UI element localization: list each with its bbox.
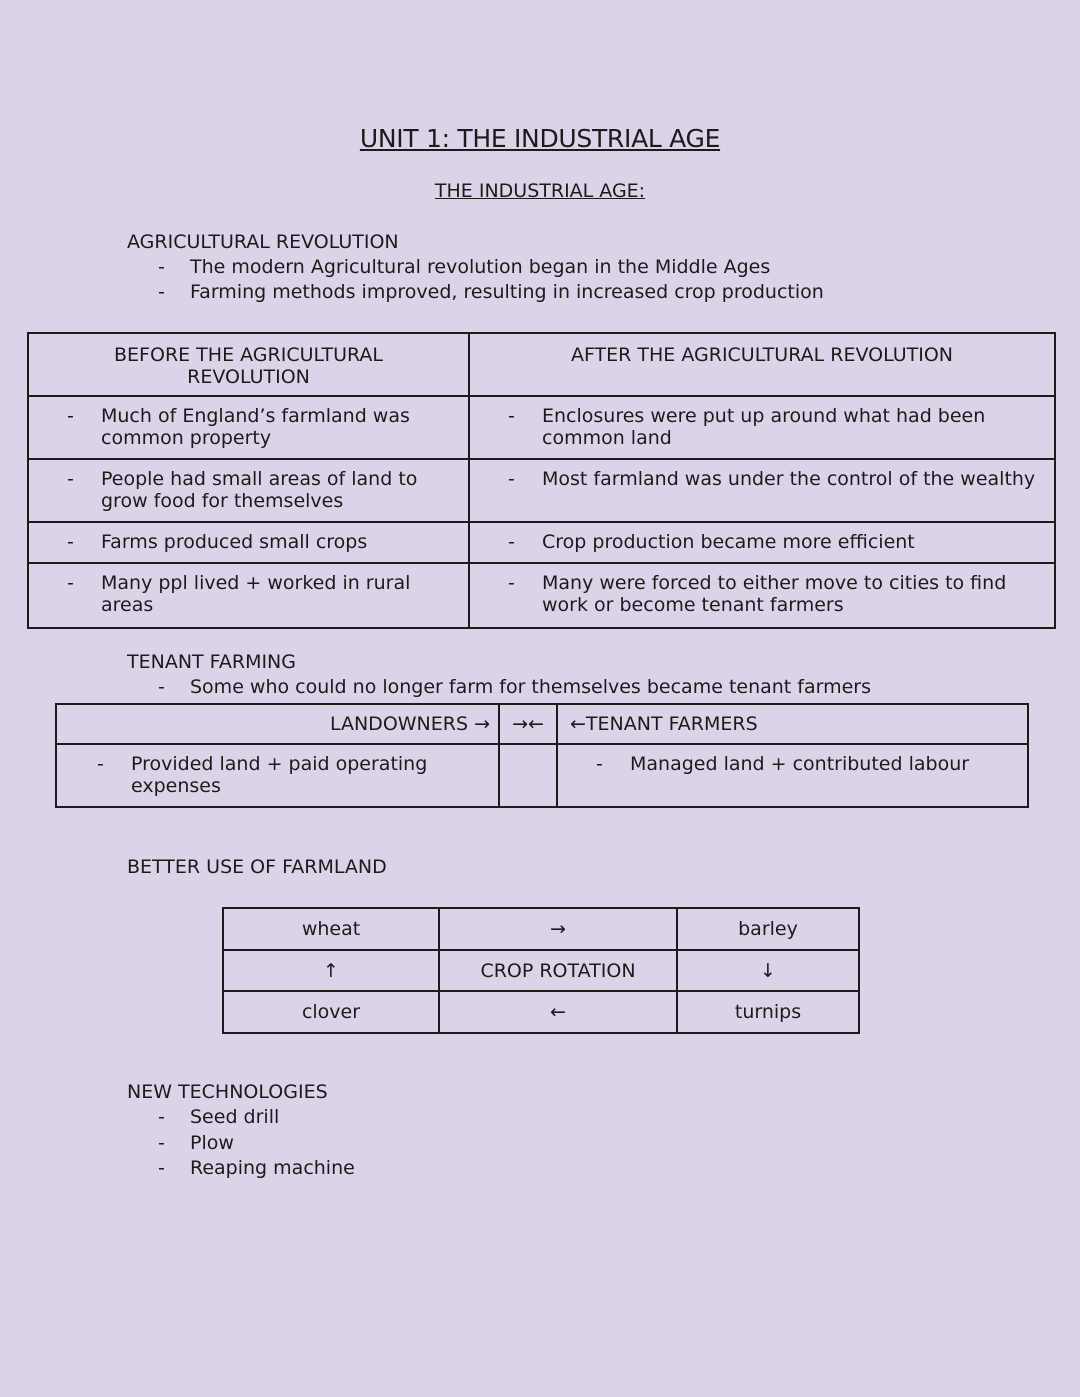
after-text: Crop production became more efficient (542, 531, 915, 553)
agri-bullet-text: The modern Agricultural revolution began in the Middle Ages (190, 256, 771, 278)
crop-cell: clover (223, 991, 439, 1033)
before-text: Many ppl lived + worked in rural areas (101, 572, 411, 616)
dash: - (67, 531, 74, 553)
tenant-heading: TENANT FARMING (127, 651, 296, 673)
tech-item (158, 1106, 279, 1128)
after-text: Many were forced to either move to cities to find work or become tenant farmers (542, 572, 1007, 616)
arrow-up-icon: ↑ (223, 950, 439, 991)
tenant-bullet-text: Some who could no longer farm for themselves became tenant farmers (190, 676, 872, 698)
dash: - (158, 256, 165, 278)
before-text: People had small areas of land to grow food for themselves (101, 468, 418, 512)
agri-bullet (158, 281, 824, 303)
crop-cell: turnips (677, 991, 859, 1033)
tenant-table (55, 703, 1029, 808)
after-header-text: AFTER THE AGRICULTURAL REVOLUTION (570, 344, 954, 366)
before-text: Much of England’s farmland was common property (101, 405, 410, 449)
crop-rotation-table (222, 907, 860, 1034)
page-title: UNIT 1: THE INDUSTRIAL AGE (359, 124, 721, 153)
dash: - (508, 531, 515, 553)
dash: - (508, 405, 515, 427)
dash: - (158, 1106, 165, 1128)
tech-item-text: Seed drill (190, 1106, 280, 1128)
arrow-right-icon: → (439, 908, 677, 950)
comparison-table (27, 332, 1056, 629)
landowners-header: LANDOWNERS → (56, 704, 499, 744)
dash: - (158, 281, 165, 303)
dash: - (508, 468, 515, 490)
tenant-bullet (158, 676, 871, 698)
table-cell (469, 522, 1055, 563)
dash: - (158, 1132, 165, 1154)
tech-item (158, 1157, 355, 1179)
farmland-heading: BETTER USE OF FARMLAND (127, 856, 387, 878)
table-cell (499, 744, 557, 807)
dash: - (596, 753, 603, 775)
arrow-down-icon: ↓ (677, 950, 859, 991)
dash: - (97, 753, 104, 775)
table-cell (557, 744, 1028, 807)
dash: - (158, 1157, 165, 1179)
crop-cell: wheat (223, 908, 439, 950)
dash: - (67, 405, 74, 427)
tech-item-text: Plow (190, 1132, 234, 1154)
before-text: Farms produced small crops (101, 531, 368, 553)
table-cell (28, 522, 469, 563)
dash: - (508, 572, 515, 594)
after-header (469, 333, 1055, 396)
table-cell (469, 459, 1055, 522)
arrow-left-icon: ← (439, 991, 677, 1033)
before-header-text: BEFORE THE AGRICULTURAL REVOLUTION (114, 344, 383, 388)
tech-heading: NEW TECHNOLOGIES (127, 1081, 328, 1103)
table-cell (469, 396, 1055, 459)
table-cell (28, 459, 469, 522)
table-cell (28, 563, 469, 628)
after-text: Enclosures were put up around what had been common land (542, 405, 986, 449)
dash: - (67, 572, 74, 594)
before-header (28, 333, 469, 396)
tech-item-text: Reaping machine (190, 1157, 355, 1179)
tenants-header: ←TENANT FARMERS (557, 704, 1028, 744)
table-cell (56, 744, 499, 807)
landowners-text: Provided land + paid operating expenses (131, 753, 428, 797)
dash: - (67, 468, 74, 490)
agri-bullet (158, 256, 770, 278)
dash: - (158, 676, 165, 698)
exchange-header: →← (499, 704, 557, 744)
agri-bullet-text: Farming methods improved, resulting in increased crop production (190, 281, 824, 303)
after-text: Most farmland was under the control of the wealthy (542, 468, 1036, 490)
page-subtitle: THE INDUSTRIAL AGE: (434, 180, 646, 202)
tenants-text: Managed land + contributed labour (630, 753, 970, 775)
crop-cell: barley (677, 908, 859, 950)
table-cell (469, 563, 1055, 628)
table-cell (28, 396, 469, 459)
crop-rotation-label: CROP ROTATION (439, 950, 677, 991)
agri-heading: AGRICULTURAL REVOLUTION (127, 231, 399, 253)
tech-item (158, 1132, 234, 1154)
